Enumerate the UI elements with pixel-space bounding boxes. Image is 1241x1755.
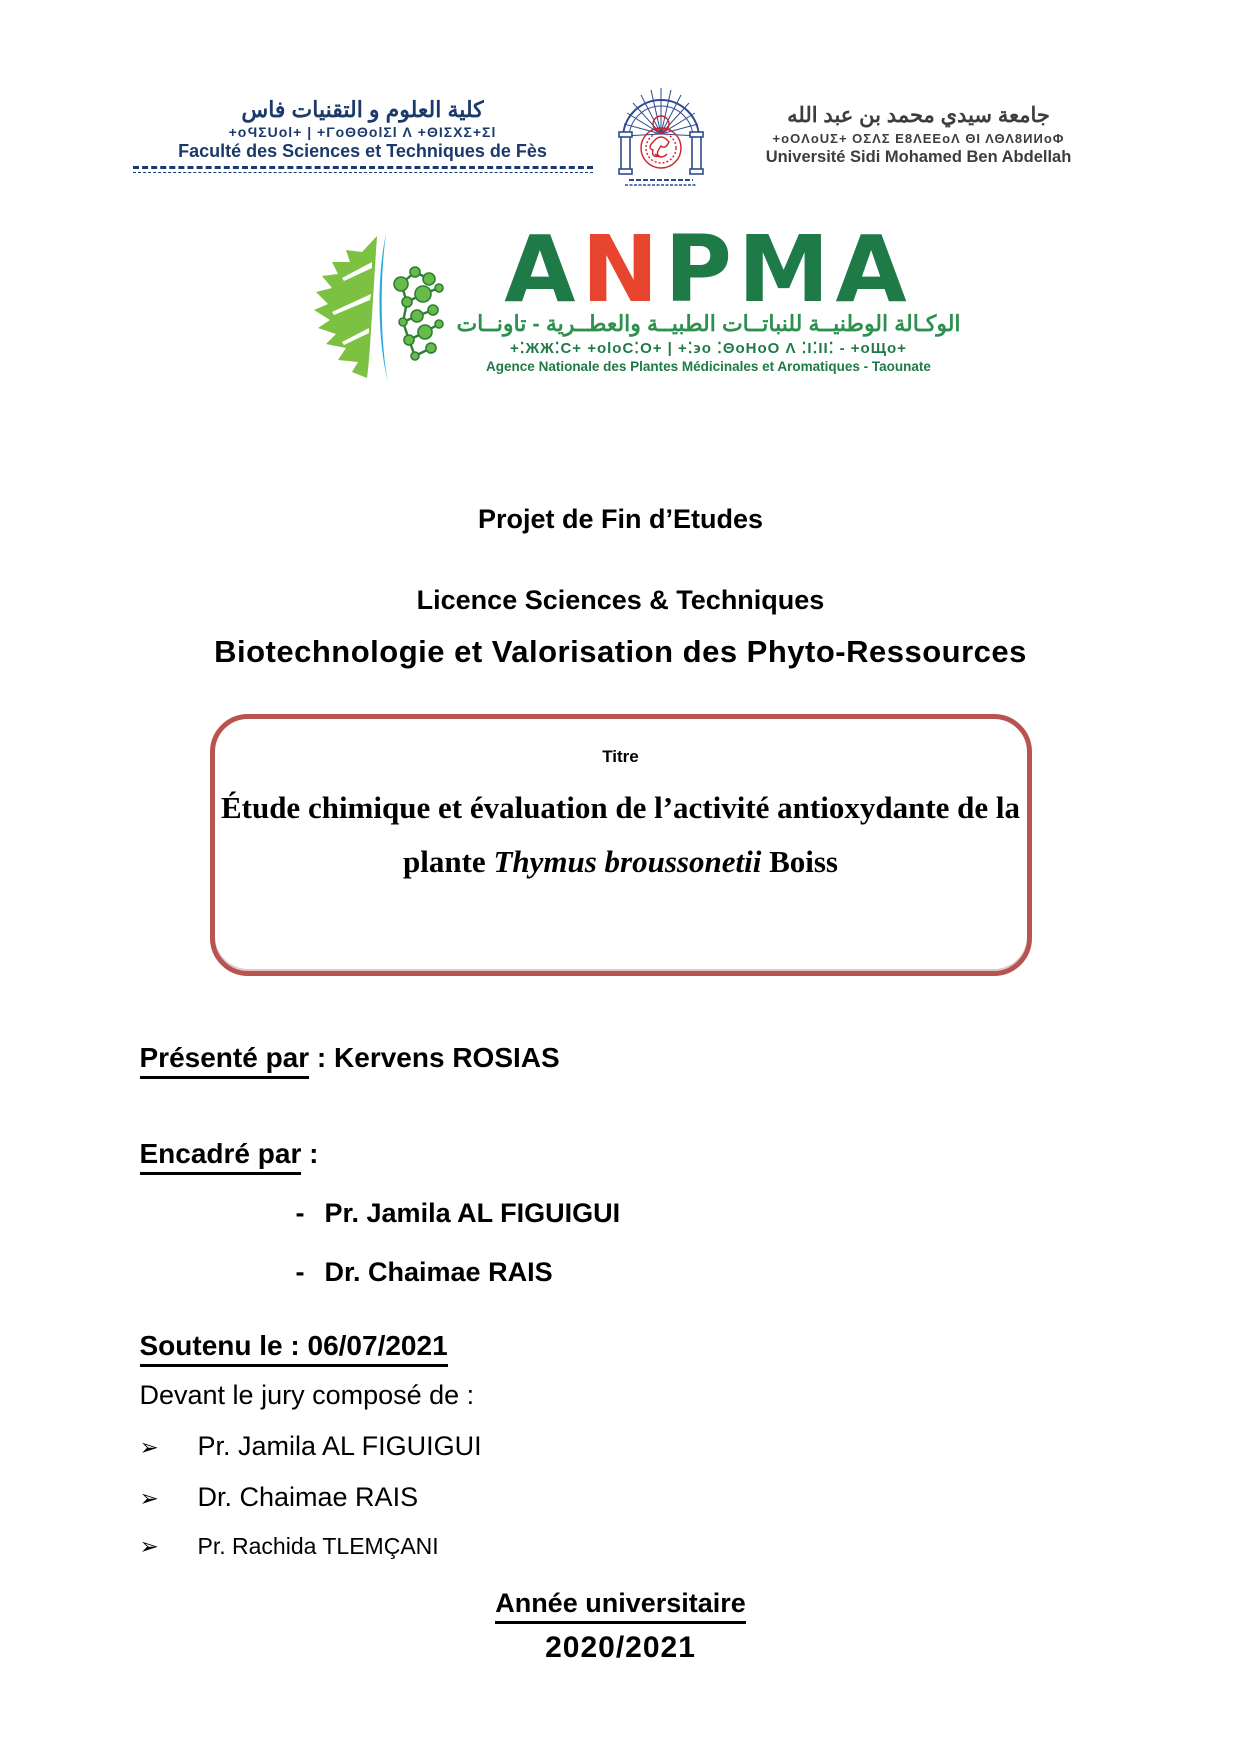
supervised-by-sep: : — [301, 1138, 319, 1169]
anpma-letter: A — [835, 216, 913, 323]
presented-by-sep: : — [309, 1042, 335, 1073]
anpma-molecule-nodes — [394, 267, 443, 360]
anpma-logo — [0, 216, 1241, 384]
anpma-arabic: الوكـالة الوطنيــة للنباتــات الطبيــة والعطــرية - تاونــات — [456, 311, 961, 337]
usmba-seal-icon — [615, 76, 707, 194]
jury-member-name: Pr. Rachida TLEMÇANI — [197, 1533, 439, 1559]
fst-fes-name: Faculté des Sciences et Techniques de Fès — [178, 141, 547, 162]
presented-by-label: Présenté par — [140, 1042, 310, 1079]
fst-fes-tifinagh: +oϤΣUol+ | +ΓoΘΘolΣl Λ +ΘΙΣΧΣ+Σl — [228, 124, 497, 141]
dash-bullet: - — [295, 1257, 305, 1287]
supervisor-name: Dr. Chaimae RAIS — [324, 1257, 553, 1287]
jury-member-row — [140, 1482, 1102, 1513]
defense-date-text: Soutenu le : 06/07/2021 — [140, 1330, 448, 1367]
anpma-letters — [456, 216, 960, 323]
anpma-letter: A — [504, 216, 582, 323]
anpma-caption: Agence Nationale des Plantes Médicinales et Aromatiques - Taounate — [486, 359, 931, 375]
usmba-tifinagh: +oOΛoUΣ+ OΣΛΣ Ε8ΛΕΕoΛ ΘΙ ΛΘΛ8ИИoΦ — [772, 131, 1065, 147]
jury-member-row — [140, 1431, 1102, 1462]
anpma-tifinagh: +⁚ЖЖ⁚Ϲ+ +oloϹ⁚O+ | +⁚϶o ⁚ΘoΗoO Λ ⁚Ι⁚ΙΙ⁚ - +oЩo+ — [510, 340, 907, 358]
anpma-letter: M — [737, 216, 836, 323]
blue-curve — [380, 234, 389, 382]
project-heading: Projet de Fin d’Etudes — [477, 504, 764, 534]
usmba-logo — [729, 103, 1109, 167]
jury-intro: Devant le jury composé de : — [139, 1380, 475, 1410]
fst-fes-dashed-line — [133, 166, 593, 173]
thesis-title — [215, 781, 1027, 890]
fst-fes-logo — [133, 97, 593, 173]
academic-year-label — [140, 1588, 1102, 1619]
credits-section — [140, 1042, 1102, 1665]
anpma-wordmark — [456, 216, 961, 375]
supervised-by-line — [140, 1138, 1102, 1170]
institution-header — [0, 0, 1241, 194]
arrow-bullet-icon: ➢ — [139, 1533, 159, 1559]
supervised-by-label: Encadré par — [140, 1138, 302, 1175]
fst-fes-arabic: كلية العلوم و التقنيات فاس — [241, 96, 484, 122]
supervisor-item — [296, 1198, 1102, 1229]
arrow-bullet-icon: ➢ — [139, 1485, 159, 1511]
presented-by-name: Kervens ROSIAS — [334, 1042, 560, 1073]
dash-bullet: - — [295, 1198, 305, 1228]
anpma-letter: N — [581, 216, 665, 323]
academic-year-value: 2020/2021 — [545, 1631, 696, 1664]
anpma-letter: P — [664, 216, 738, 323]
usmba-name: Université Sidi Mohamed Ben Abdellah — [765, 148, 1072, 167]
licence-heading: Licence Sciences & Techniques — [416, 585, 825, 615]
arrow-bullet-icon: ➢ — [139, 1434, 159, 1460]
presented-by-line — [140, 1042, 1102, 1074]
thesis-title-species: Thymus broussonetii — [493, 844, 762, 880]
supervisor-name: Pr. Jamila AL FIGUIGUI — [324, 1198, 621, 1228]
supervisor-item — [296, 1257, 1102, 1288]
jury-member-name: Pr. Jamila AL FIGUIGUI — [197, 1431, 482, 1461]
thesis-title-line1: Étude chimique et évaluation de l’activité antioxydante de la — [220, 790, 1021, 825]
filiere-heading: Biotechnologie et Valorisation des Phyto-Ressources — [214, 634, 1027, 669]
title-box — [210, 714, 1032, 976]
thesis-title-line2-prefix: plante — [403, 844, 494, 880]
jury-member-row — [140, 1533, 1102, 1560]
usmba-arabic: جامعة سيدي محمد بن عبد الله — [787, 103, 1050, 127]
jury-member-name: Dr. Chaimae RAIS — [197, 1482, 419, 1512]
thesis-title-line2-suffix: Boiss — [761, 844, 838, 880]
academic-year-text: Année universitaire — [495, 1588, 746, 1624]
title-box-label: Titre — [602, 747, 639, 766]
defense-date-line — [140, 1330, 1102, 1362]
anpma-leaf-icon — [280, 232, 452, 384]
